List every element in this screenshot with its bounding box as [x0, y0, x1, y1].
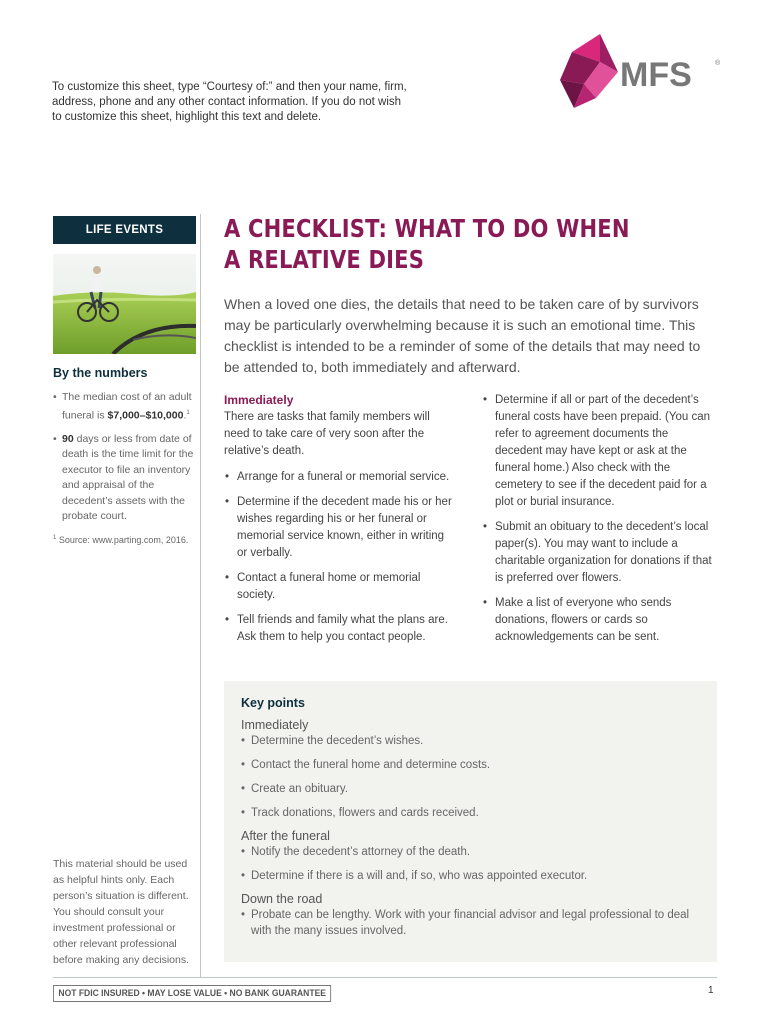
cyclist-field-photo	[53, 254, 196, 354]
source-footnote: $^1$ Source: www.parting.com, 2016.	[53, 535, 189, 545]
list-item: • Track donations, flowers and cards received.	[241, 807, 479, 819]
immediately-column	[224, 392, 452, 654]
by-the-numbers-heading: By the numbers	[53, 366, 148, 380]
page-title: A CHECKLIST: WHAT TO DO WHEN A RELATIVE DIES	[224, 214, 630, 274]
footer-divider	[53, 977, 717, 978]
list-item: • Determine if all or part of the decedent’s funeral costs have been prepaid. (You can refer to agreement documents the decedent may have kept or ask at the funeral home.) Also check with the cemetery to see if the decedent paid for a plot or burial insurance.	[482, 392, 714, 511]
disclaimer-text: This material should be used as helpful hints only. Each person’s situation is different. You should consult your investment professional or other relevant professional before making any decisions.	[53, 858, 189, 966]
list-item: • Probate can be lengthy. Work with your financial advisor and legal professional to deal with the many issues involved.	[241, 909, 690, 937]
list-item: • Arrange for a funeral or memorial service.	[224, 469, 452, 486]
logo-text: MFS	[620, 56, 692, 94]
key-points-box	[224, 681, 717, 962]
fdic-disclaimer-badge: NOT FDIC INSURED • MAY LOSE VALUE • NO BANK GUARANTEE	[53, 985, 331, 1002]
list-item: • Determine if the decedent made his or her wishes regarding his or her funeral or memorial service known, either in writing or verbally.	[224, 494, 452, 562]
intro-paragraph: When a loved one dies, the details that need to be taken care of by survivors may be particularly overwhelming because it is such an emotional time. This checklist is intended to be a reminder of some of the details that may need to be attended to, both immediately and afterward.	[224, 296, 701, 375]
list-item: • Create an obituary.	[241, 783, 348, 795]
sidebar-divider	[200, 214, 201, 978]
list-item: • Determine if there is a will and, if so, who was appointed executor.	[241, 870, 588, 882]
immediately-heading: Immediately	[224, 393, 294, 407]
key-points-section-heading: Immediately	[241, 718, 309, 732]
page-number: 1	[708, 985, 714, 996]
mfs-logo	[560, 34, 725, 124]
life-events-badge: LIFE EVENTS	[53, 216, 196, 244]
list-item: • Submit an obituary to the decedent’s local paper(s). You may want to include a charitable organization for donations if that is preferred over flowers.	[482, 519, 714, 587]
key-points-list	[241, 907, 700, 939]
key-points-title: Key points	[241, 696, 305, 710]
list-item: • Determine the decedent’s wishes.	[241, 735, 424, 747]
by-the-numbers-list	[53, 390, 199, 533]
list-item: • The median cost of an adult funeral is $7,000–$10,000.$^1$	[53, 390, 199, 424]
list-item: • Make a list of everyone who sends donations, flowers or cards so acknowledgements can be sent.	[482, 595, 714, 646]
checklist-list-2	[482, 392, 714, 646]
key-points-list	[241, 733, 700, 821]
logo-registered-mark: ®	[715, 60, 721, 67]
key-points-section-heading: Down the road	[241, 892, 323, 906]
mfs-logo-icon	[560, 34, 622, 124]
list-item: • Notify the decedent’s attorney of the death.	[241, 846, 471, 858]
checklist-column-2	[482, 392, 714, 654]
list-item: • Contact the funeral home and determine costs.	[241, 759, 491, 771]
key-points-section-heading: After the funeral	[241, 829, 330, 843]
immediately-list	[224, 469, 452, 646]
customize-note: To customize this sheet, type “Courtesy of:” and then your name, firm, address, phone and any other contact information. If you do not wish to customize this sheet, highlight this text and delete.	[52, 81, 407, 123]
key-points-list	[241, 844, 700, 884]
list-item: • Contact a funeral home or memorial society.	[224, 570, 452, 604]
immediately-text: There are tasks that family members will need to take care of very soon after the relative’s death.	[224, 411, 430, 457]
list-item: • Tell friends and family what the plans are. Ask them to help you contact people.	[224, 612, 452, 646]
list-item: • 90 days or less from date of death is the time limit for the executor to file an inventory and appraisal of the decedent’s assets with the probate court.	[53, 432, 199, 525]
